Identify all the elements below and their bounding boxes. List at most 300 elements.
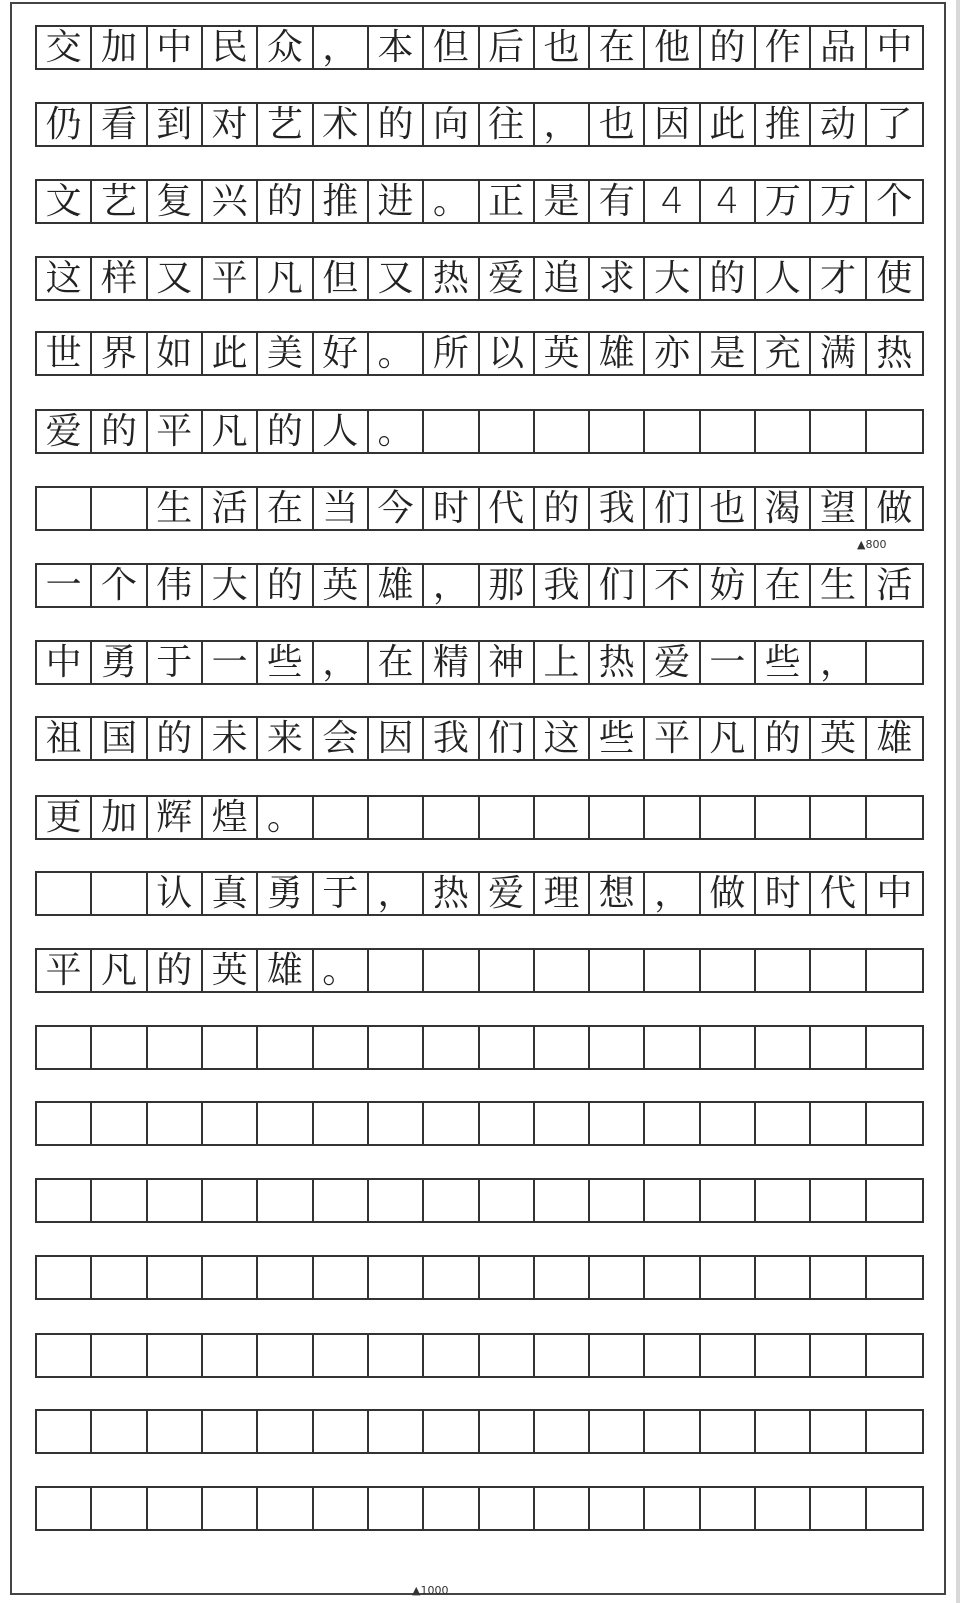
grid-cell — [369, 1257, 424, 1298]
grid-cell: 国 — [92, 718, 147, 759]
grid-cell — [590, 1488, 645, 1529]
grid-cell: 生 — [811, 565, 866, 606]
grid-cell — [756, 950, 811, 991]
grid-cell — [867, 797, 922, 838]
grid-cell — [148, 1103, 203, 1144]
grid-cell: 今 — [369, 488, 424, 529]
grid-cell: 的 — [92, 411, 147, 452]
grid-row — [35, 256, 924, 301]
grid-cell: 做 — [876, 488, 913, 529]
grid-cell — [203, 1411, 258, 1452]
grid-cell: 的 — [756, 718, 811, 759]
grid-cell: 后 — [480, 27, 535, 68]
grid-cell — [811, 411, 866, 452]
grid-cell: 作 — [756, 27, 811, 68]
grid-cell: 平 — [645, 718, 700, 759]
grid-cell — [480, 1488, 535, 1529]
grid-cell — [424, 411, 479, 452]
grid-cell: 大 — [203, 565, 258, 606]
grid-cell: 看 — [92, 104, 147, 145]
grid-cell: 在 — [590, 27, 645, 68]
grid-cell: 追 — [535, 258, 590, 299]
grid-cell: 求 — [590, 258, 645, 299]
grid-cell: 正 — [480, 181, 535, 222]
grid-cell: 对 — [203, 104, 258, 145]
grid-cell: 的 — [258, 411, 313, 452]
grid-cell — [92, 488, 147, 529]
grid-cell — [701, 411, 756, 452]
grid-cell: 。 — [369, 333, 424, 374]
grid-cell — [867, 1027, 922, 1068]
grid-cell: 祖 — [37, 718, 92, 759]
grid-cell — [756, 1411, 811, 1452]
grid-cell — [203, 1180, 258, 1221]
grid-cell: 界 — [92, 333, 147, 374]
grid-cell: 是 — [535, 181, 590, 222]
grid-row — [35, 871, 924, 916]
grid-cell: 热 — [590, 642, 645, 683]
grid-cell: 那 — [480, 565, 535, 606]
grid-cell: 但 — [424, 27, 479, 68]
grid-cell: ， — [535, 104, 590, 145]
grid-cell — [645, 1488, 700, 1529]
grid-cell: 精 — [424, 642, 479, 683]
grid-cell — [258, 1411, 313, 1452]
grid-cell: 这 — [37, 258, 92, 299]
grid-cell — [590, 797, 645, 838]
grid-cell: 时 — [424, 488, 479, 529]
grid-cell: 文 — [37, 181, 92, 222]
grid-cell: 也 — [535, 27, 590, 68]
grid-row — [35, 1178, 924, 1223]
grid-cell — [590, 1257, 645, 1298]
grid-cell: 们 — [645, 488, 700, 529]
grid-cell: 民 — [203, 27, 258, 68]
grid-cell: 来 — [258, 718, 313, 759]
grid-cell — [314, 1411, 369, 1452]
grid-cell — [756, 1180, 811, 1221]
grid-cell — [645, 1180, 700, 1221]
grid-cell: ， — [811, 642, 866, 683]
grid-cell — [535, 1335, 590, 1376]
grid-cell — [37, 1180, 92, 1221]
grid-cell — [756, 1335, 811, 1376]
grid-cell — [535, 950, 590, 991]
grid-cell: 的 — [148, 718, 203, 759]
grid-cell — [37, 873, 92, 914]
char-count-marker-1000: ▲1000 — [412, 1584, 449, 1597]
grid-cell: 时 — [756, 873, 811, 914]
grid-cell — [92, 873, 147, 914]
grid-cell — [369, 797, 424, 838]
grid-row — [35, 1101, 924, 1146]
grid-cell: 大 — [645, 258, 700, 299]
grid-cell — [480, 1103, 535, 1144]
grid-cell: 真 — [203, 873, 258, 914]
grid-cell: 雄 — [590, 333, 645, 374]
grid-cell: 进 — [369, 181, 424, 222]
grid-cell: 平 — [148, 411, 203, 452]
grid-cell: 此 — [203, 333, 258, 374]
grid-cell: 渴 — [756, 488, 811, 529]
grid-cell: 向 — [424, 104, 479, 145]
grid-row — [35, 716, 924, 761]
grid-cell — [645, 950, 700, 991]
grid-cell — [314, 1488, 369, 1529]
grid-cell — [424, 1103, 479, 1144]
grid-cell: 一 — [701, 642, 756, 683]
grid-cell — [148, 1488, 203, 1529]
grid-cell: 爱 — [645, 642, 700, 683]
grid-cell: 一 — [203, 642, 258, 683]
grid-cell — [701, 1335, 756, 1376]
grid-cell — [480, 1411, 535, 1452]
grid-cell — [701, 1180, 756, 1221]
grid-cell: 但 — [314, 258, 369, 299]
grid-cell: 推 — [756, 104, 811, 145]
grid-cell: 在 — [258, 488, 313, 529]
grid-cell: 的 — [701, 27, 756, 68]
grid-cell — [867, 1335, 922, 1376]
grid-cell: 于 — [148, 642, 203, 683]
grid-cell — [867, 1180, 922, 1221]
grid-cell: 凡 — [92, 950, 147, 991]
grid-cell: 雄 — [876, 718, 913, 759]
grid-cell: 4 — [645, 181, 700, 222]
grid-cell: 众 — [258, 27, 313, 68]
grid-cell: 万 — [811, 181, 866, 222]
grid-cell — [811, 950, 866, 991]
grid-cell: 也 — [590, 104, 645, 145]
grid-cell — [480, 1257, 535, 1298]
grid-cell — [867, 1103, 922, 1144]
grid-cell: 样 — [92, 258, 147, 299]
grid-cell — [590, 411, 645, 452]
grid-cell: 认 — [148, 873, 203, 914]
grid-cell — [480, 1027, 535, 1068]
grid-cell: 煌 — [203, 797, 258, 838]
grid-cell — [424, 1180, 479, 1221]
grid-cell — [811, 1027, 866, 1068]
grid-cell: 英 — [314, 565, 369, 606]
grid-cell — [314, 1335, 369, 1376]
grid-cell — [701, 797, 756, 838]
grid-cell — [203, 1488, 258, 1529]
grid-cell: 做 — [701, 873, 756, 914]
grid-cell: 4 — [701, 181, 756, 222]
grid-row — [35, 25, 924, 70]
grid-row — [35, 1333, 924, 1378]
grid-cell — [867, 642, 922, 683]
grid-cell: 爱 — [37, 411, 92, 452]
grid-cell: 辉 — [148, 797, 203, 838]
grid-cell: 。 — [424, 181, 479, 222]
grid-cell — [811, 1411, 866, 1452]
grid-cell: 了 — [876, 104, 913, 145]
grid-cell — [424, 1257, 479, 1298]
grid-cell: 爱 — [480, 873, 535, 914]
grid-cell: 热 — [876, 333, 913, 374]
grid-cell: 凡 — [258, 258, 313, 299]
grid-cell — [424, 1027, 479, 1068]
grid-cell: 往 — [480, 104, 535, 145]
grid-cell: ， — [314, 27, 369, 68]
grid-cell: 。 — [369, 411, 424, 452]
grid-cell — [148, 1027, 203, 1068]
grid-row — [35, 640, 924, 685]
grid-cell — [203, 1103, 258, 1144]
grid-cell — [424, 797, 479, 838]
grid-cell — [867, 1488, 922, 1529]
grid-cell: 当 — [314, 488, 369, 529]
grid-cell: 活 — [203, 488, 258, 529]
grid-cell — [148, 1257, 203, 1298]
grid-row — [35, 563, 924, 608]
grid-cell — [258, 1335, 313, 1376]
grid-cell: 这 — [535, 718, 590, 759]
grid-cell — [37, 1027, 92, 1068]
grid-cell — [148, 1411, 203, 1452]
grid-cell — [535, 1103, 590, 1144]
grid-row — [35, 409, 924, 454]
grid-cell: 复 — [148, 181, 203, 222]
grid-cell — [92, 1335, 147, 1376]
grid-cell: 于 — [314, 873, 369, 914]
grid-cell — [811, 1488, 866, 1529]
grid-row — [35, 1486, 924, 1531]
grid-cell: 交 — [37, 27, 92, 68]
grid-cell: 。 — [314, 950, 369, 991]
grid-cell: 在 — [756, 565, 811, 606]
grid-cell — [92, 1488, 147, 1529]
grid-cell: 平 — [203, 258, 258, 299]
grid-cell: 伟 — [148, 565, 203, 606]
grid-cell: 世 — [37, 333, 92, 374]
grid-cell: 的 — [369, 104, 424, 145]
grid-cell: 活 — [876, 565, 913, 606]
grid-cell — [369, 1103, 424, 1144]
grid-cell: 代 — [811, 873, 866, 914]
grid-cell — [314, 1257, 369, 1298]
grid-cell: 个 — [92, 565, 147, 606]
grid-cell — [369, 1335, 424, 1376]
grid-cell: 又 — [369, 258, 424, 299]
grid-cell: 加 — [92, 797, 147, 838]
grid-cell: 此 — [701, 104, 756, 145]
grid-cell: 些 — [258, 642, 313, 683]
grid-cell — [258, 1488, 313, 1529]
grid-cell: 理 — [535, 873, 590, 914]
grid-cell — [590, 950, 645, 991]
grid-cell: 的 — [701, 258, 756, 299]
grid-row — [35, 179, 924, 224]
grid-cell: 万 — [756, 181, 811, 222]
grid-cell: 是 — [701, 333, 756, 374]
grid-cell: 兴 — [203, 181, 258, 222]
grid-cell — [811, 1257, 866, 1298]
grid-cell: 所 — [424, 333, 479, 374]
grid-cell: 平 — [37, 950, 92, 991]
grid-cell — [258, 1103, 313, 1144]
grid-cell: 人 — [314, 411, 369, 452]
grid-cell: 勇 — [258, 873, 313, 914]
grid-cell — [867, 411, 922, 452]
grid-cell — [535, 1257, 590, 1298]
grid-cell: 上 — [535, 642, 590, 683]
grid-cell — [37, 1488, 92, 1529]
grid-cell: 热 — [424, 873, 479, 914]
grid-cell — [590, 1027, 645, 1068]
grid-cell: 又 — [148, 258, 203, 299]
grid-cell — [369, 1180, 424, 1221]
grid-cell: 更 — [37, 797, 92, 838]
grid-cell — [148, 1335, 203, 1376]
grid-cell — [369, 1027, 424, 1068]
grid-cell — [92, 1103, 147, 1144]
grid-cell — [369, 1411, 424, 1452]
grid-cell: 到 — [148, 104, 203, 145]
grid-cell: 推 — [314, 181, 369, 222]
grid-cell: 神 — [480, 642, 535, 683]
grid-cell: 动 — [811, 104, 866, 145]
grid-cell: 以 — [480, 333, 535, 374]
grid-cell — [369, 950, 424, 991]
grid-cell: ， — [369, 873, 424, 914]
grid-cell: 如 — [148, 333, 203, 374]
grid-cell: 些 — [590, 718, 645, 759]
grid-cell: 英 — [811, 718, 866, 759]
grid-cell — [37, 1411, 92, 1452]
grid-cell: 生 — [148, 488, 203, 529]
grid-cell: ， — [314, 642, 369, 683]
grid-row — [35, 102, 924, 147]
grid-cell: 的 — [258, 181, 313, 222]
grid-cell — [867, 950, 922, 991]
grid-cell — [701, 1488, 756, 1529]
grid-cell — [645, 797, 700, 838]
grid-cell — [258, 1257, 313, 1298]
grid-cell: 有 — [590, 181, 645, 222]
grid-cell — [424, 950, 479, 991]
grid-cell: ， — [424, 565, 479, 606]
grid-cell — [645, 411, 700, 452]
grid-cell: 亦 — [645, 333, 700, 374]
grid-cell: 因 — [369, 718, 424, 759]
grid-cell: 雄 — [258, 950, 313, 991]
grid-cell: 人 — [756, 258, 811, 299]
grid-cell: 仍 — [37, 104, 92, 145]
grid-cell: 术 — [314, 104, 369, 145]
grid-cell — [756, 1103, 811, 1144]
grid-cell: 英 — [535, 333, 590, 374]
grid-cell: 中 — [37, 642, 92, 683]
grid-cell: 凡 — [203, 411, 258, 452]
grid-cell: 艺 — [92, 181, 147, 222]
grid-cell: 本 — [369, 27, 424, 68]
grid-cell — [314, 797, 369, 838]
grid-cell — [867, 1257, 922, 1298]
grid-cell — [535, 1180, 590, 1221]
grid-cell: 爱 — [480, 258, 535, 299]
grid-cell: 想 — [590, 873, 645, 914]
grid-cell: 使 — [876, 258, 913, 299]
grid-cell: 满 — [811, 333, 866, 374]
grid-cell: 品 — [811, 27, 866, 68]
grid-cell — [203, 1027, 258, 1068]
grid-cell: 好 — [314, 333, 369, 374]
grid-cell — [701, 1411, 756, 1452]
grid-row — [35, 1409, 924, 1454]
grid-cell: 凡 — [701, 718, 756, 759]
grid-cell: 个 — [876, 181, 913, 222]
grid-cell — [314, 1180, 369, 1221]
grid-cell — [590, 1103, 645, 1144]
grid-row — [35, 1255, 924, 1300]
grid-cell: 他 — [645, 27, 700, 68]
grid-cell — [37, 1335, 92, 1376]
grid-cell — [92, 1411, 147, 1452]
grid-cell: 雄 — [369, 565, 424, 606]
grid-cell — [701, 1103, 756, 1144]
grid-cell: 也 — [701, 488, 756, 529]
grid-cell — [314, 1103, 369, 1144]
grid-cell: 我 — [424, 718, 479, 759]
grid-cell: 会 — [314, 718, 369, 759]
grid-cell — [756, 797, 811, 838]
grid-cell — [867, 1411, 922, 1452]
grid-cell — [590, 1180, 645, 1221]
grid-cell — [314, 1027, 369, 1068]
grid-cell — [535, 1027, 590, 1068]
grid-cell — [424, 1335, 479, 1376]
grid-cell — [37, 1103, 92, 1144]
grid-cell — [645, 1411, 700, 1452]
grid-cell: 。 — [258, 797, 313, 838]
grid-cell — [811, 1180, 866, 1221]
grid-cell — [811, 1335, 866, 1376]
grid-cell — [203, 1257, 258, 1298]
grid-row — [35, 948, 924, 993]
grid-cell — [645, 1027, 700, 1068]
grid-cell: 的 — [535, 488, 590, 529]
grid-cell — [258, 1027, 313, 1068]
grid-cell — [811, 1103, 866, 1144]
page-edge — [956, 0, 960, 1603]
grid-cell — [148, 1180, 203, 1221]
grid-cell: 中 — [148, 27, 203, 68]
grid-cell: 妨 — [701, 565, 756, 606]
grid-cell: 不 — [645, 565, 700, 606]
grid-cell — [258, 1180, 313, 1221]
grid-cell — [535, 411, 590, 452]
grid-cell — [535, 797, 590, 838]
grid-cell: 望 — [811, 488, 866, 529]
grid-cell: 中 — [876, 27, 913, 68]
grid-row — [35, 331, 924, 376]
grid-cell: 代 — [480, 488, 535, 529]
grid-cell — [701, 1027, 756, 1068]
grid-cell — [203, 1335, 258, 1376]
grid-cell — [645, 1257, 700, 1298]
grid-cell: 我 — [590, 488, 645, 529]
grid-cell: 的 — [148, 950, 203, 991]
grid-cell — [480, 1335, 535, 1376]
grid-cell — [645, 1103, 700, 1144]
grid-cell — [645, 1335, 700, 1376]
grid-cell: 未 — [203, 718, 258, 759]
char-count-marker-800: ▲800 — [857, 538, 887, 551]
grid-cell: 在 — [369, 642, 424, 683]
